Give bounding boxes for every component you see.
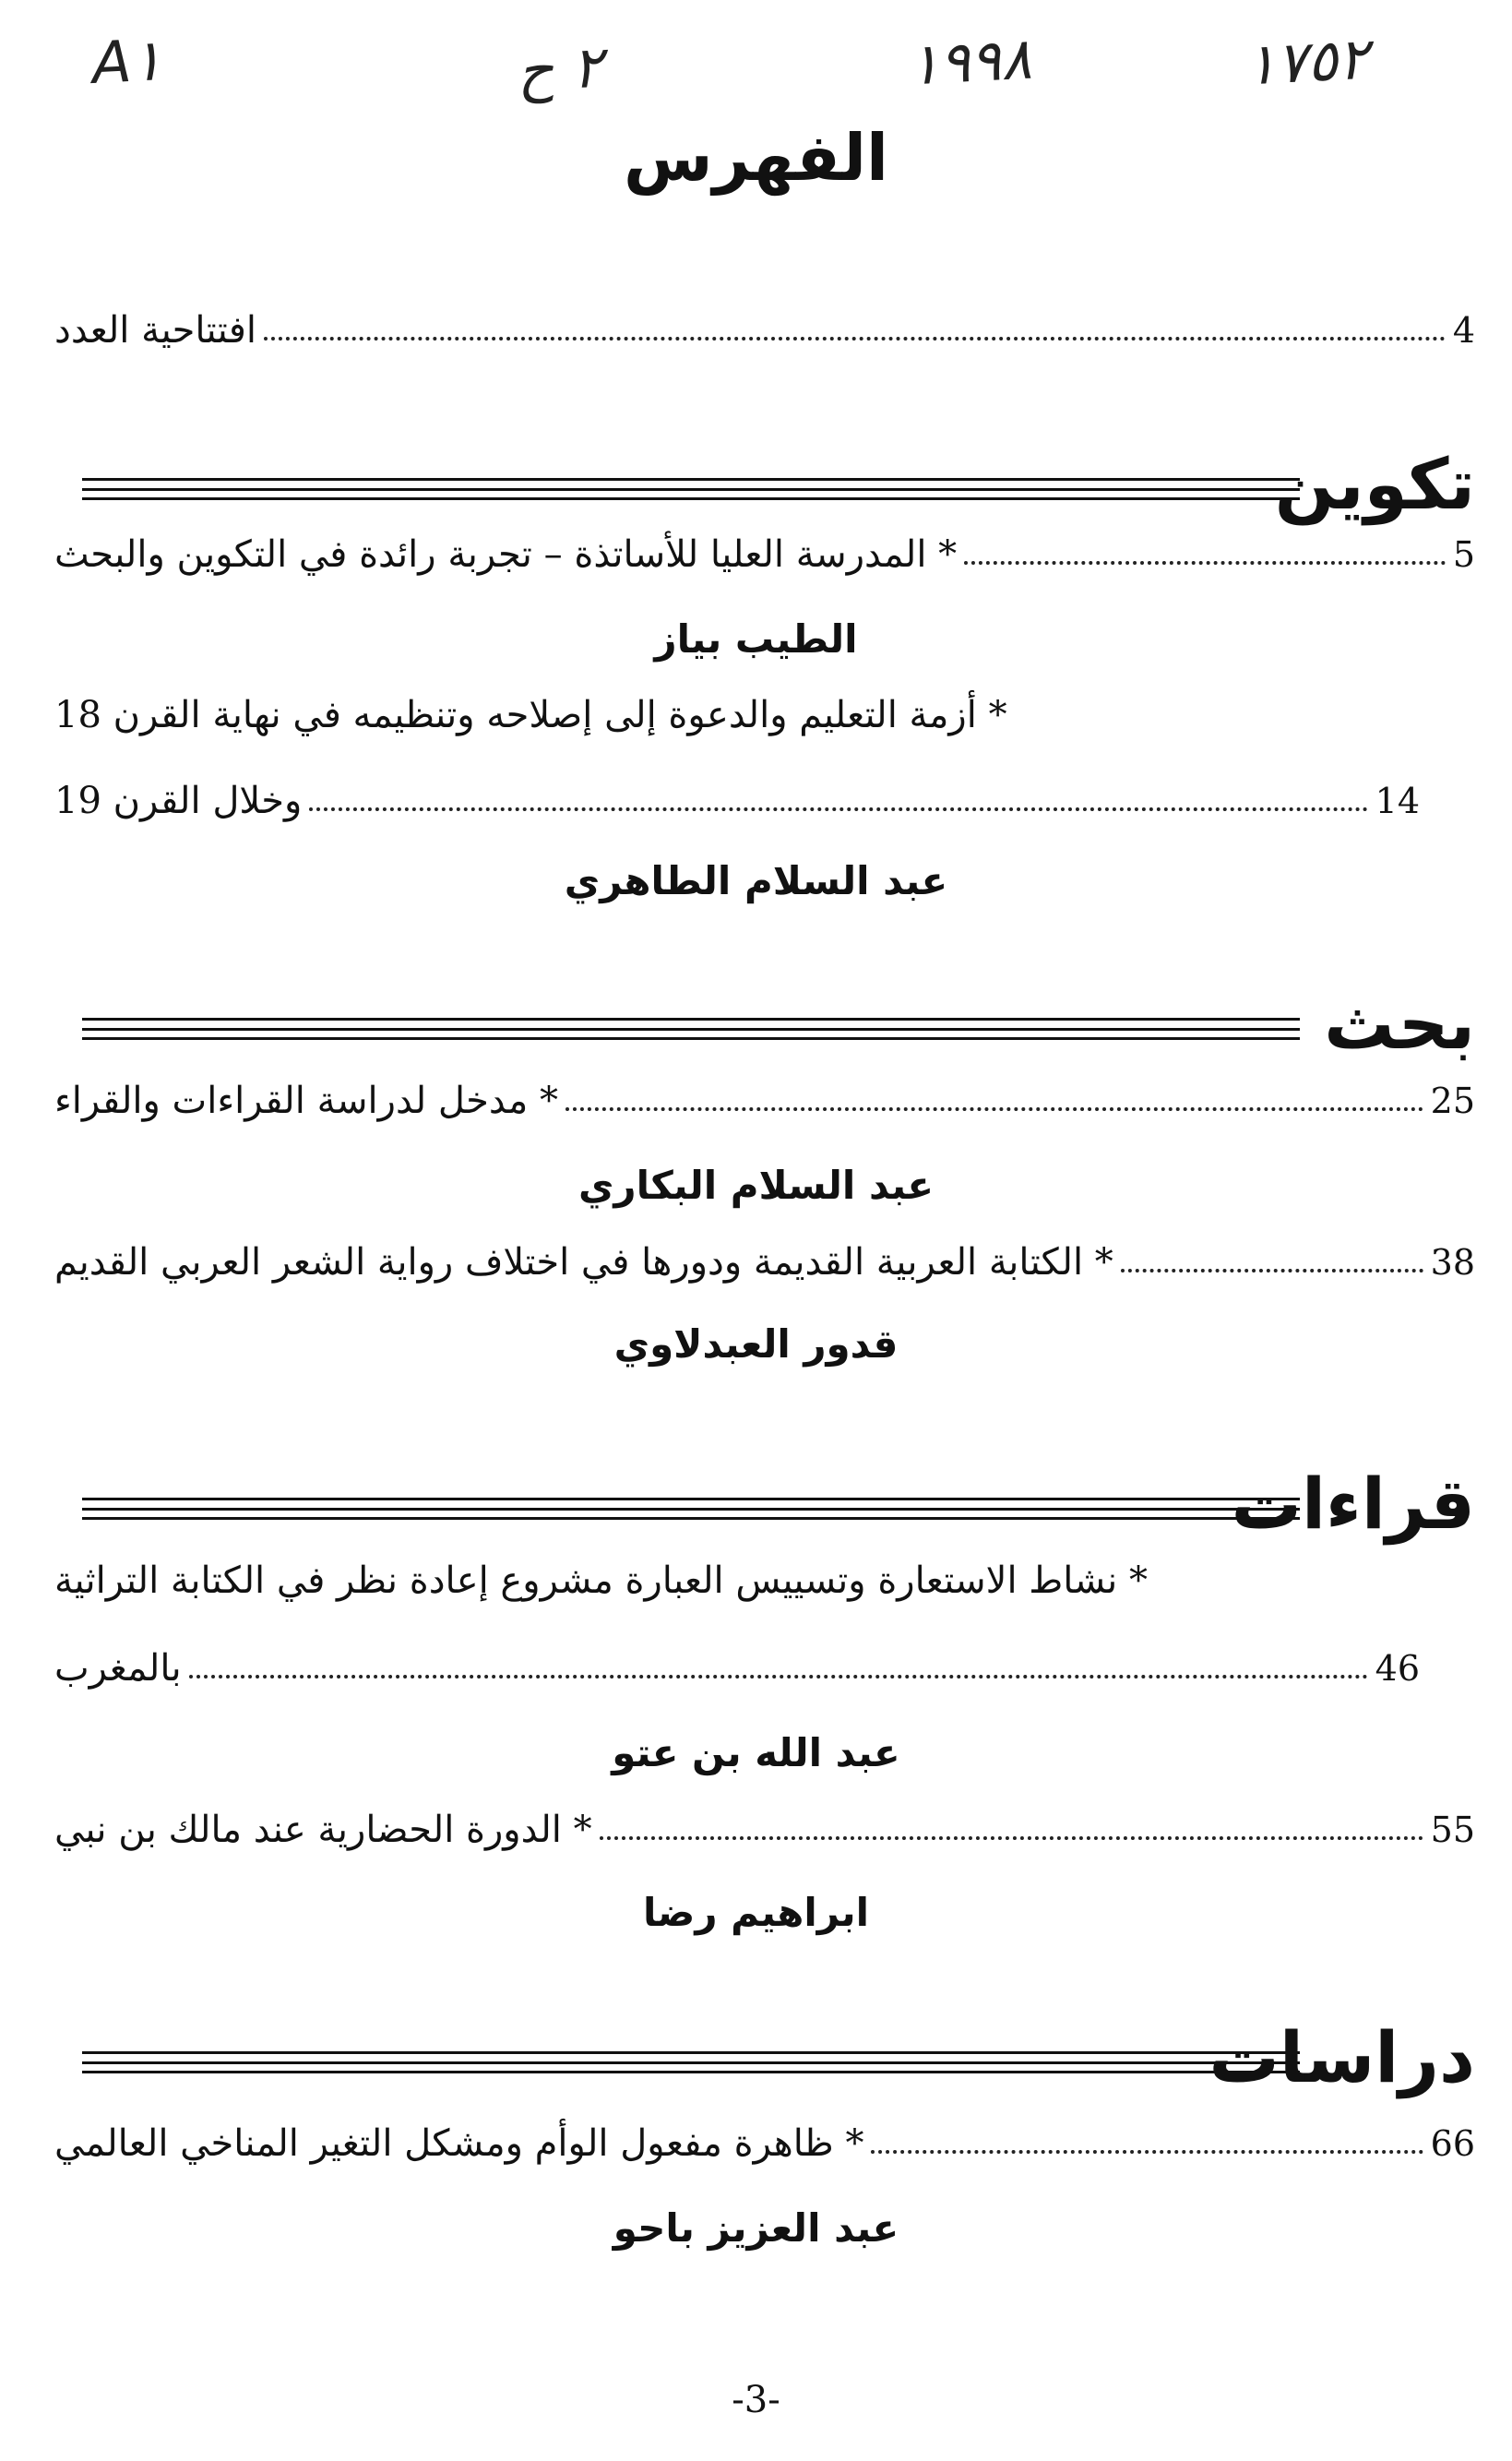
page-title: الفهرس xyxy=(623,120,888,196)
section-label: بحث xyxy=(1305,983,1475,1066)
entry-page: 55 xyxy=(1430,1810,1475,1850)
triple-rule xyxy=(82,2051,1300,2054)
leader-dots xyxy=(189,1675,1368,1678)
leader-dots xyxy=(964,561,1446,565)
section-label: تكوين xyxy=(1256,443,1475,526)
toc-entry[interactable] xyxy=(54,694,1475,736)
entry-title-continued: وخلال القرن 19 xyxy=(54,780,303,822)
handwritten-mark-mid: ٢ ح xyxy=(515,32,604,105)
leader-dots xyxy=(1121,1269,1423,1272)
toc-entry[interactable] xyxy=(54,533,1475,576)
toc-entry[interactable] xyxy=(54,2122,1475,2165)
toc-entry-continuation[interactable] xyxy=(54,780,1420,822)
leader-dots xyxy=(871,2150,1423,2154)
entry-page: 25 xyxy=(1430,1081,1475,1121)
toc-entry[interactable] xyxy=(54,1080,1475,1122)
handwritten-number: ١٧٥٢ xyxy=(1244,24,1371,99)
toc-entry[interactable] xyxy=(54,1241,1475,1284)
entry-title: * مدخل لدراسة القراءات والقراء xyxy=(54,1080,559,1122)
section-heading-bahth xyxy=(54,983,1475,1066)
entry-title: * ظاهرة مفعول الوأم ومشكل التغير المناخي العالمي xyxy=(54,2122,864,2165)
entry-title: * المدرسة العليا للأساتذة – تجربة رائدة في التكوين والبحث xyxy=(54,533,958,576)
entry-page: 14 xyxy=(1375,781,1420,821)
leader-dots xyxy=(566,1107,1423,1111)
leader-dots xyxy=(264,337,1446,340)
toc-entry-editorial[interactable] xyxy=(54,309,1475,352)
entry-title: * الكتابة العربية القديمة ودورها في اختلاف رواية الشعر العربي القديم xyxy=(54,1241,1113,1284)
section-label: دراسات xyxy=(1191,2016,1475,2099)
entry-title: * أزمة التعليم والدعوة إلى إصلاحه وتنظيمه في نهاية القرن 18 xyxy=(54,694,1007,736)
entry-page: 46 xyxy=(1375,1648,1420,1689)
entry-author: ابراهيم رضا xyxy=(642,1890,870,1935)
entry-author: عبد السلام الطاهري xyxy=(564,858,948,903)
entry-author: عبد العزيز باحو xyxy=(613,2205,899,2251)
entry-author: قدور العبدلاوي xyxy=(613,1321,899,1367)
triple-rule xyxy=(82,1018,1300,1021)
entry-page: 66 xyxy=(1430,2123,1475,2164)
section-heading-dirasat xyxy=(54,2016,1475,2099)
triple-rule xyxy=(82,478,1300,481)
entry-author: عبد الله بن عتو xyxy=(612,1730,900,1775)
entry-author: عبد السلام البكاري xyxy=(577,1163,935,1208)
toc-entry-continuation[interactable] xyxy=(54,1647,1420,1690)
toc-entry[interactable] xyxy=(54,1809,1475,1851)
section-heading-takwin xyxy=(54,443,1475,526)
page-number-footer: -3- xyxy=(732,2379,780,2421)
entry-page: 4 xyxy=(1452,310,1475,351)
entry-title: افتتاحية العدد xyxy=(54,309,256,352)
triple-rule xyxy=(82,1498,1300,1500)
section-heading-qiraat xyxy=(54,1463,1475,1546)
leader-dots xyxy=(600,1836,1423,1840)
entry-title: * نشاط الاستعارة وتسييس العبارة مشروع إعادة نظر في الكتابة التراثية xyxy=(54,1559,1149,1602)
handwritten-mark-left: A١ xyxy=(90,26,164,97)
entry-title: * الدورة الحضارية عند مالك بن نبي xyxy=(54,1809,592,1851)
toc-entry[interactable] xyxy=(54,1559,1475,1602)
entry-page: 38 xyxy=(1430,1242,1475,1283)
section-label: قراءات xyxy=(1213,1463,1475,1546)
entry-author: الطيب بياز xyxy=(654,616,858,662)
handwritten-year: ١٩٩٨ xyxy=(907,24,1034,99)
entry-page: 5 xyxy=(1452,534,1475,575)
entry-title-continued: بالمغرب xyxy=(54,1647,182,1690)
leader-dots xyxy=(309,807,1367,811)
